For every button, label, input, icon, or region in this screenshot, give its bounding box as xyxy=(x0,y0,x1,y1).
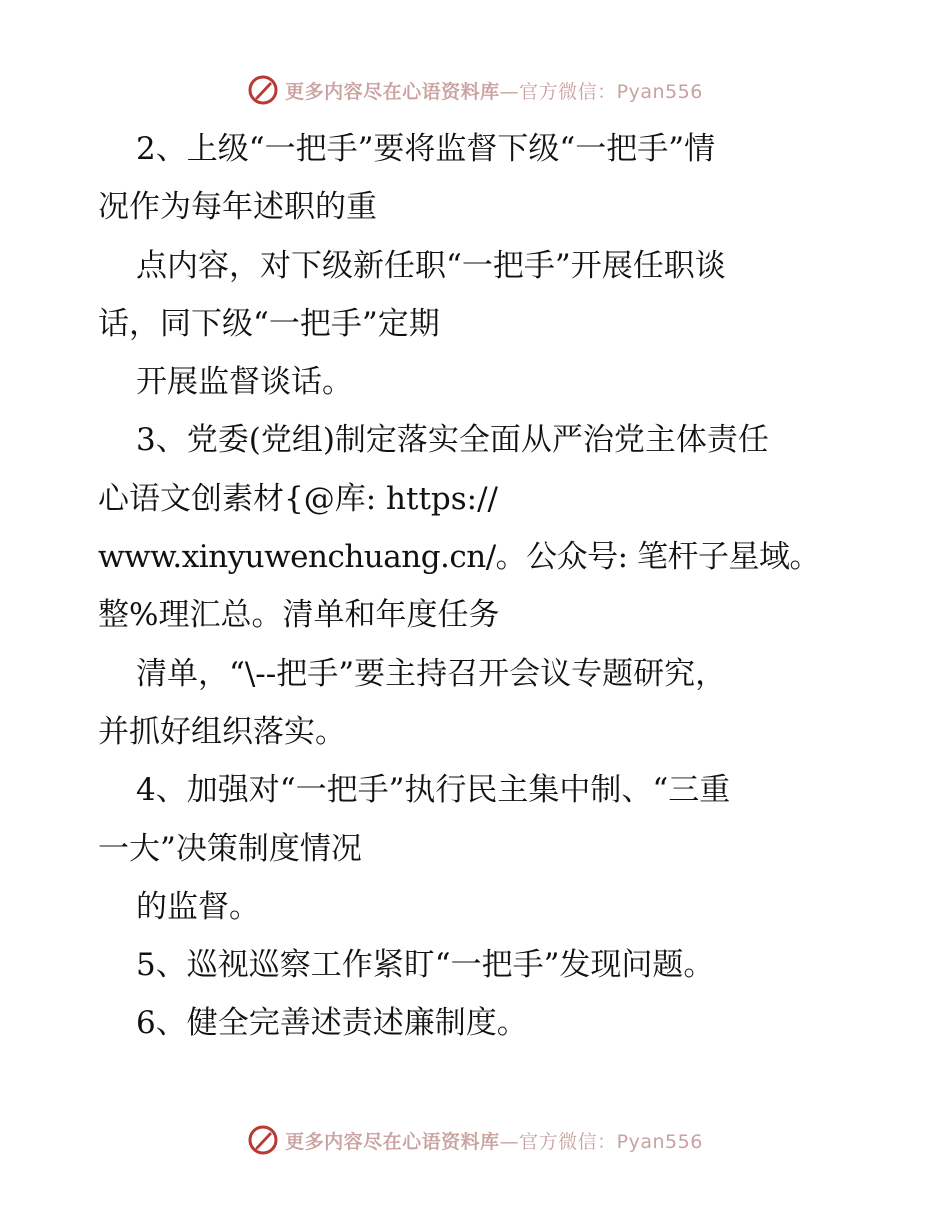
banner-contact: —官方微信：Pyan556 xyxy=(499,80,703,103)
banner-content xyxy=(247,1124,703,1156)
banner-content xyxy=(247,74,703,106)
paragraph-line: 的监督。 xyxy=(136,888,260,925)
quill-seal-icon xyxy=(247,74,279,106)
paragraph-line: 点内容，对下级新任职“一把手”开展任职谈 xyxy=(136,247,726,284)
banner-text xyxy=(285,77,703,104)
banner-contact: —官方微信：Pyan556 xyxy=(499,1130,703,1153)
paragraph-line: 6、健全完善述责述廉制度。 xyxy=(136,1005,528,1042)
paragraph-line: 5、巡视巡察工作紧盯“一把手”发现问题。 xyxy=(136,947,715,984)
paragraph-line: 2、上级“一把手”要将监督下级“一把手”情 xyxy=(136,131,716,167)
document-body xyxy=(98,120,838,1053)
footer-banner xyxy=(0,1120,950,1160)
paragraph-line: 话，同下级“一把手”定期 xyxy=(98,305,440,342)
paragraph-line: 3、党委(党组)制定落实全面从严治党主体责任 xyxy=(136,422,769,459)
quill-seal-icon xyxy=(247,1124,279,1156)
paragraph-line: 清单，“\--把手”要主持召开会议专题研究， xyxy=(136,655,727,692)
paragraph-line: 心语文创素材{@库: https:// xyxy=(98,480,498,517)
header-banner xyxy=(0,70,950,110)
paragraph-line: www.xinyuwenchuang.cn/。公众号: 笔杆子星域。 xyxy=(98,539,820,576)
paragraph-line: 开展监督谈话。 xyxy=(136,364,353,401)
paragraph-line: 一大”决策制度情况 xyxy=(98,830,362,867)
paragraph-line: 4、加强对“一把手”执行民主集中制、“三重 xyxy=(136,772,731,809)
banner-text xyxy=(285,1127,703,1154)
paragraph-line: 况作为每年述职的重 xyxy=(98,189,377,226)
paragraph-line: 整%理汇总。清单和年度任务 xyxy=(98,597,500,634)
banner-title: 更多内容尽在心语资料库 xyxy=(285,1130,500,1153)
paragraph-line: 并抓好组织落实。 xyxy=(98,713,346,750)
banner-title: 更多内容尽在心语资料库 xyxy=(285,80,500,103)
